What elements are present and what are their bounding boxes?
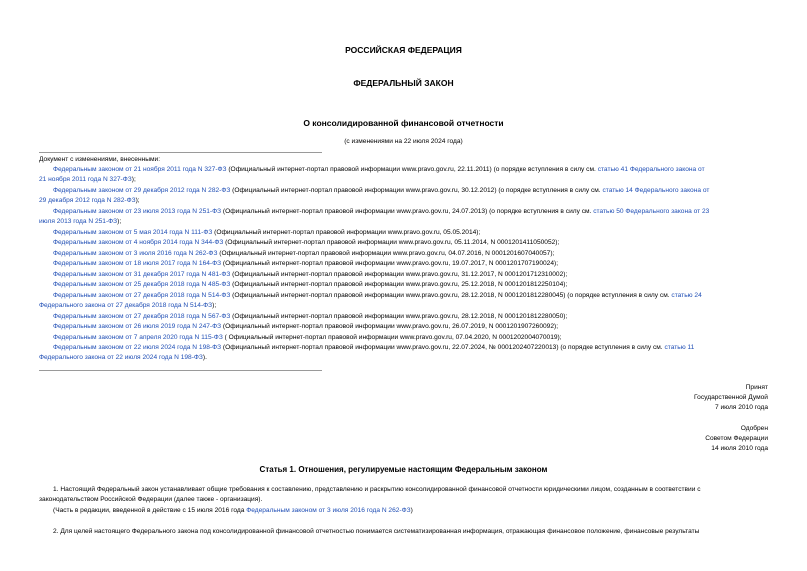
law-link[interactable]: Федеральным законом от 4 ноября 2014 года N 344-ФЗ	[53, 239, 224, 246]
change-item-cont: 21 ноября 2011 года N 327-ФЗ);	[39, 176, 136, 183]
law-link[interactable]: Федеральным законом от 21 ноября 2011 года N 327-ФЗ	[53, 166, 227, 173]
article-link[interactable]: 21 ноября 2011 года N 327-ФЗ	[39, 176, 132, 183]
change-item: Федеральным законом от 27 декабря 2018 года N 514-ФЗ (Официальный интернет-портал правовой информации www.pravo.gov.ru, 28.12.2018, N 0001201812280045) (о порядке вступления в силу см. статью 24	[53, 292, 702, 299]
approved-block	[548, 424, 768, 454]
change-item: Федеральным законом от 29 декабря 2012 года N 282-ФЗ (Официальный интернет-портал правовой информации www.pravo.gov.ru, 30.12.2012) (о порядке вступления в силу см. статью 14 Федерального закона от	[53, 187, 710, 194]
article-link[interactable]: Федерального закона от 22 июля 2024 года N 198-ФЗ	[39, 354, 203, 361]
change-item-cont: Федерального закона от 27 декабря 2018 года N 514-ФЗ);	[39, 302, 217, 309]
law-link[interactable]: Федеральным законом от 25 декабря 2018 года N 485-ФЗ	[53, 281, 231, 288]
change-item: Федеральным законом от 5 мая 2014 года N 111-ФЗ (Официальный интернет-портал правовой информации www.pravo.gov.ru, 05.05.2014);	[53, 229, 481, 236]
change-item: Федеральным законом от 31 декабря 2017 года N 481-ФЗ (Официальный интернет-портал правовой информации www.pravo.gov.ru, 31.12.2017, N 0001201712310002);	[53, 271, 568, 278]
change-item: Федеральным законом от 23 июля 2013 года N 251-ФЗ (Официальный интернет-портал правовой информации www.pravo.gov.ru, 24.07.2013) (о порядке вступления в силу см. статью 50 Федерального закона от 23	[53, 208, 710, 215]
change-item: Федеральным законом от 21 ноября 2011 года N 327-ФЗ (Официальный интернет-портал правовой информации www.pravo.gov.ru, 22.11.2011) (о порядке вступления в силу см. статью 41 Федерального закона от	[53, 166, 705, 173]
law-link[interactable]: Федеральным законом от 23 июля 2013 года N 251-ФЗ	[53, 208, 222, 215]
adopted-block	[548, 383, 768, 413]
revision-note: (с изменениями на 22 июля 2024 года)	[344, 138, 463, 145]
law-link[interactable]: Федеральным законом от 27 декабря 2018 года N 567-ФЗ	[53, 313, 231, 320]
change-item: Федеральным законом от 7 апреля 2020 года N 115-ФЗ ( Официальный интернет-портал правовой информации www.pravo.gov.ru, 07.04.2020, N 0001202004070019);	[53, 334, 562, 341]
law-type-heading: ФЕДЕРАЛЬНЫЙ ЗАКОН	[353, 78, 454, 88]
change-item: Федеральным законом от 27 декабря 2018 года N 567-ФЗ (Официальный интернет-портал правовой информации www.pravo.gov.ru, 28.12.2018, N 0001201812280050);	[53, 313, 568, 320]
change-item: Федеральным законом от 4 ноября 2014 года N 344-ФЗ (Официальный интернет-портал правовой информации www.pravo.gov.ru, 05.11.2014, N 0001201411050052);	[53, 239, 560, 246]
adopted-date: 7 июля 2010 года	[714, 404, 768, 411]
law-link[interactable]: Федеральным законом от 3 июля 2016 года N 262-ФЗ	[246, 507, 411, 514]
article-link[interactable]: статью 41 Федерального закона от	[597, 166, 705, 173]
article-link[interactable]: статью 50 Федерального закона от 23	[593, 208, 710, 215]
change-item: Федеральным законом от 3 июля 2016 года N 262-ФЗ (Официальный интернет-портал правовой информации www.pravo.gov.ru, 04.07.2016, N 0001201607040057);	[53, 250, 555, 257]
change-item-cont: Федерального закона от 22 июля 2024 года N 198-ФЗ).	[39, 354, 207, 361]
article-link[interactable]: июля 2013 года N 251-ФЗ	[39, 218, 118, 225]
approved-label: Одобрен	[740, 425, 768, 432]
paragraph-cont: законодательством Российской Федерации (далее также - организация).	[39, 496, 263, 503]
law-link[interactable]: Федеральным законом от 3 июля 2016 года N 262-ФЗ	[53, 250, 218, 257]
edition-note: (Часть в редакции, введенной в действие с 15 июля 2016 года Федеральным законом от 3 июля 2016 года N 262-ФЗ)	[53, 507, 413, 514]
law-link[interactable]: Федеральным законом от 7 апреля 2020 года N 115-ФЗ	[53, 334, 223, 341]
change-item: Федеральным законом от 18 июля 2017 года N 164-ФЗ (Официальный интернет-портал правовой информации www.pravo.gov.ru, 19.07.2017, N 0001201707190024);	[53, 260, 559, 267]
adopted-label: Принят	[745, 384, 768, 391]
article-link[interactable]: статью 14 Федерального закона от	[602, 187, 710, 194]
article-link[interactable]: статью 24	[671, 292, 702, 299]
article-link[interactable]: Федерального закона от 27 декабря 2018 года N 514-ФЗ	[39, 302, 213, 309]
change-item-cont: июля 2013 года N 251-ФЗ);	[39, 218, 122, 225]
article-link[interactable]: 29 декабря 2012 года N 282-ФЗ	[39, 197, 136, 204]
approved-date: 14 июля 2010 года	[711, 445, 768, 452]
paragraph: 1. Настоящий Федеральный закон устанавливает общие требования к составлению, представлению и раскрытию консолидированной финансовой отчетности юридическими лицом, созданным в соответствии с	[53, 486, 701, 493]
adopted-by: Государственной Думой	[694, 394, 768, 401]
article-link[interactable]: статью 11	[664, 344, 695, 351]
law-link[interactable]: Федеральным законом от 27 декабря 2018 года N 514-ФЗ	[53, 292, 231, 299]
change-item-cont: 29 декабря 2012 года N 282-ФЗ);	[39, 197, 140, 204]
bottom-divider	[39, 370, 322, 371]
law-link[interactable]: Федеральным законом от 31 декабря 2017 года N 481-ФЗ	[53, 271, 231, 278]
approved-by: Советом Федерации	[705, 435, 768, 442]
law-link[interactable]: Федеральным законом от 22 июля 2024 года N 198-ФЗ	[53, 344, 222, 351]
paragraph: 2. Для целей настоящего Федерального закона под консолидированной финансовой отчетностью понимается систематизированная информация, отражающая финансовое положение, финансовые результаты	[53, 528, 700, 535]
top-divider	[39, 152, 322, 153]
change-item: Федеральным законом от 22 июля 2024 года N 198-ФЗ (Официальный интернет-портал правовой информации www.pravo.gov.ru, 22.07.2024, № 0001202407220013) (о порядке вступления в силу см. статью 11	[53, 344, 695, 351]
changes-intro: Документ с изменениями, внесенными:	[39, 156, 161, 163]
law-link[interactable]: Федеральным законом от 29 декабря 2012 года N 282-ФЗ	[53, 187, 231, 194]
change-item: Федеральным законом от 26 июля 2019 года N 247-ФЗ (Официальный интернет-портал правовой информации www.pravo.gov.ru, 26.07.2019, N 0001201907260092);	[53, 323, 559, 330]
law-link[interactable]: Федеральным законом от 18 июля 2017 года N 164-ФЗ	[53, 260, 222, 267]
change-item: Федеральным законом от 25 декабря 2018 года N 485-ФЗ (Официальный интернет-портал правовой информации www.pravo.gov.ru, 25.12.2018, N 0001201812250104);	[53, 281, 568, 288]
article-heading: Статья 1. Отношения, регулируемые настоящим Федеральным законом	[259, 465, 548, 474]
document-title: О консолидированной финансовой отчетности	[303, 118, 504, 128]
country-heading: РОССИЙСКАЯ ФЕДЕРАЦИЯ	[345, 45, 462, 55]
law-link[interactable]: Федеральным законом от 26 июля 2019 года N 247-ФЗ	[53, 323, 222, 330]
law-link[interactable]: Федеральным законом от 5 мая 2014 года N 111-ФЗ	[53, 229, 213, 236]
